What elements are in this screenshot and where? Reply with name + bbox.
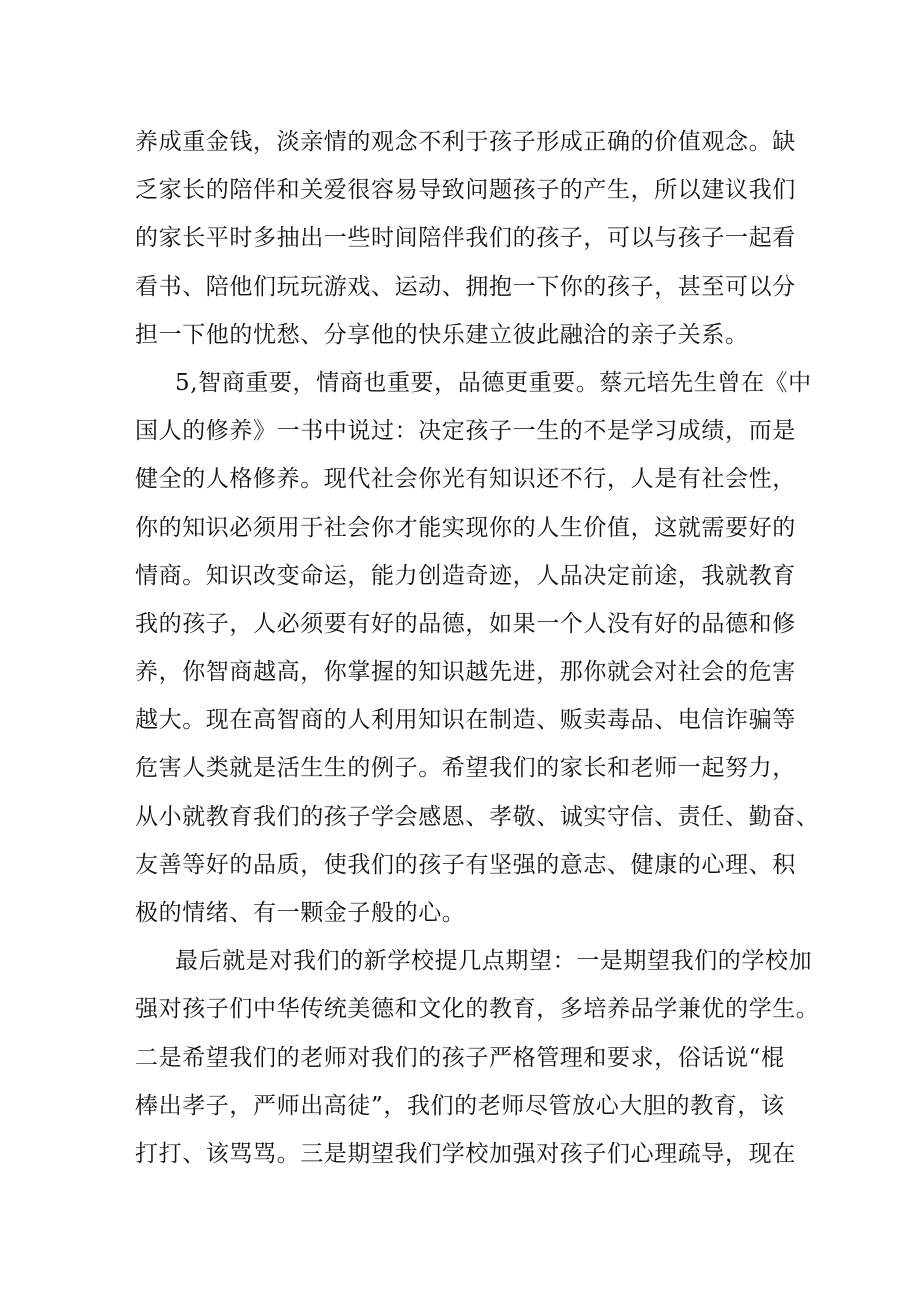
- text-line: 打打、该骂骂。三是期望我们学校加强对孩子们心理疏导，现在: [135, 1140, 796, 1167]
- text-line: 健全的人格修养。现代社会你光有知识还不行，人是有社会性，: [135, 466, 796, 493]
- text-line: 养，你智商越高，你掌握的知识越先进，那你就会对社会的危害: [135, 659, 796, 686]
- text-line: 乏家长的陪伴和关爱很容易导致问题孩子的产生，所以建议我们: [135, 177, 796, 204]
- paragraph-start-line: 5,智商重要，情商也重要，品德更重要。蔡元培先生曾在《中: [175, 369, 812, 396]
- text-line: 越大。现在高智商的人利用知识在制造、贩卖毒品、电信诈骗等: [135, 707, 796, 734]
- text-line: 极的情绪、有一颗金子般的心。: [135, 900, 466, 926]
- text-line: 的家长平时多抽出一些时间陪伴我们的孩子，可以与孩子一起看: [135, 225, 796, 252]
- text-line: 情商。知识改变命运，能力创造奇迹，人品决定前途，我就教育: [135, 562, 796, 589]
- text-line: 强对孩子们中华传统美德和文化的教育，多培养品学兼优的学生。: [135, 996, 820, 1023]
- text-line: 棒出孝子，严师出高徒”，我们的老师尽管放心大胆的教育，该: [135, 1092, 785, 1119]
- text-line: 担一下他的忧愁、分享他的快乐建立彼此融洽的亲子关系。: [135, 321, 749, 348]
- text-line: 你的知识必须用于社会你才能实现你的人生价值，这就需要好的: [135, 514, 796, 541]
- text-line: 二是希望我们的老师对我们的孩子严格管理和要求，俗话说“棍: [135, 1044, 785, 1071]
- text-line: 我的孩子，人必须要有好的品德，如果一个人没有好的品德和修: [135, 610, 796, 637]
- text-line: 友善等好的品质，使我们的孩子有坚强的意志、健康的心理、积: [135, 851, 796, 878]
- text-line: 从小就教育我们的孩子学会感恩、孝敬、诚实守信、责任、勤奋、: [135, 803, 820, 830]
- document-body: [135, 118, 825, 1178]
- text-line: 看书、陪他们玩玩游戏、运动、拥抱一下你的孩子，甚至可以分: [135, 273, 796, 300]
- paragraph-start-line: 最后就是对我们的新学校提几点期望：一是期望我们的学校加: [175, 948, 813, 975]
- text-line: 危害人类就是活生生的例子。希望我们的家长和老师一起努力，: [135, 755, 796, 782]
- text-line: 国人的修养》一书中说过：决定孩子一生的不是学习成绩，而是: [135, 418, 796, 445]
- text-line: 养成重金钱，淡亲情的观念不利于孩子形成正确的价值观念。缺: [135, 129, 796, 155]
